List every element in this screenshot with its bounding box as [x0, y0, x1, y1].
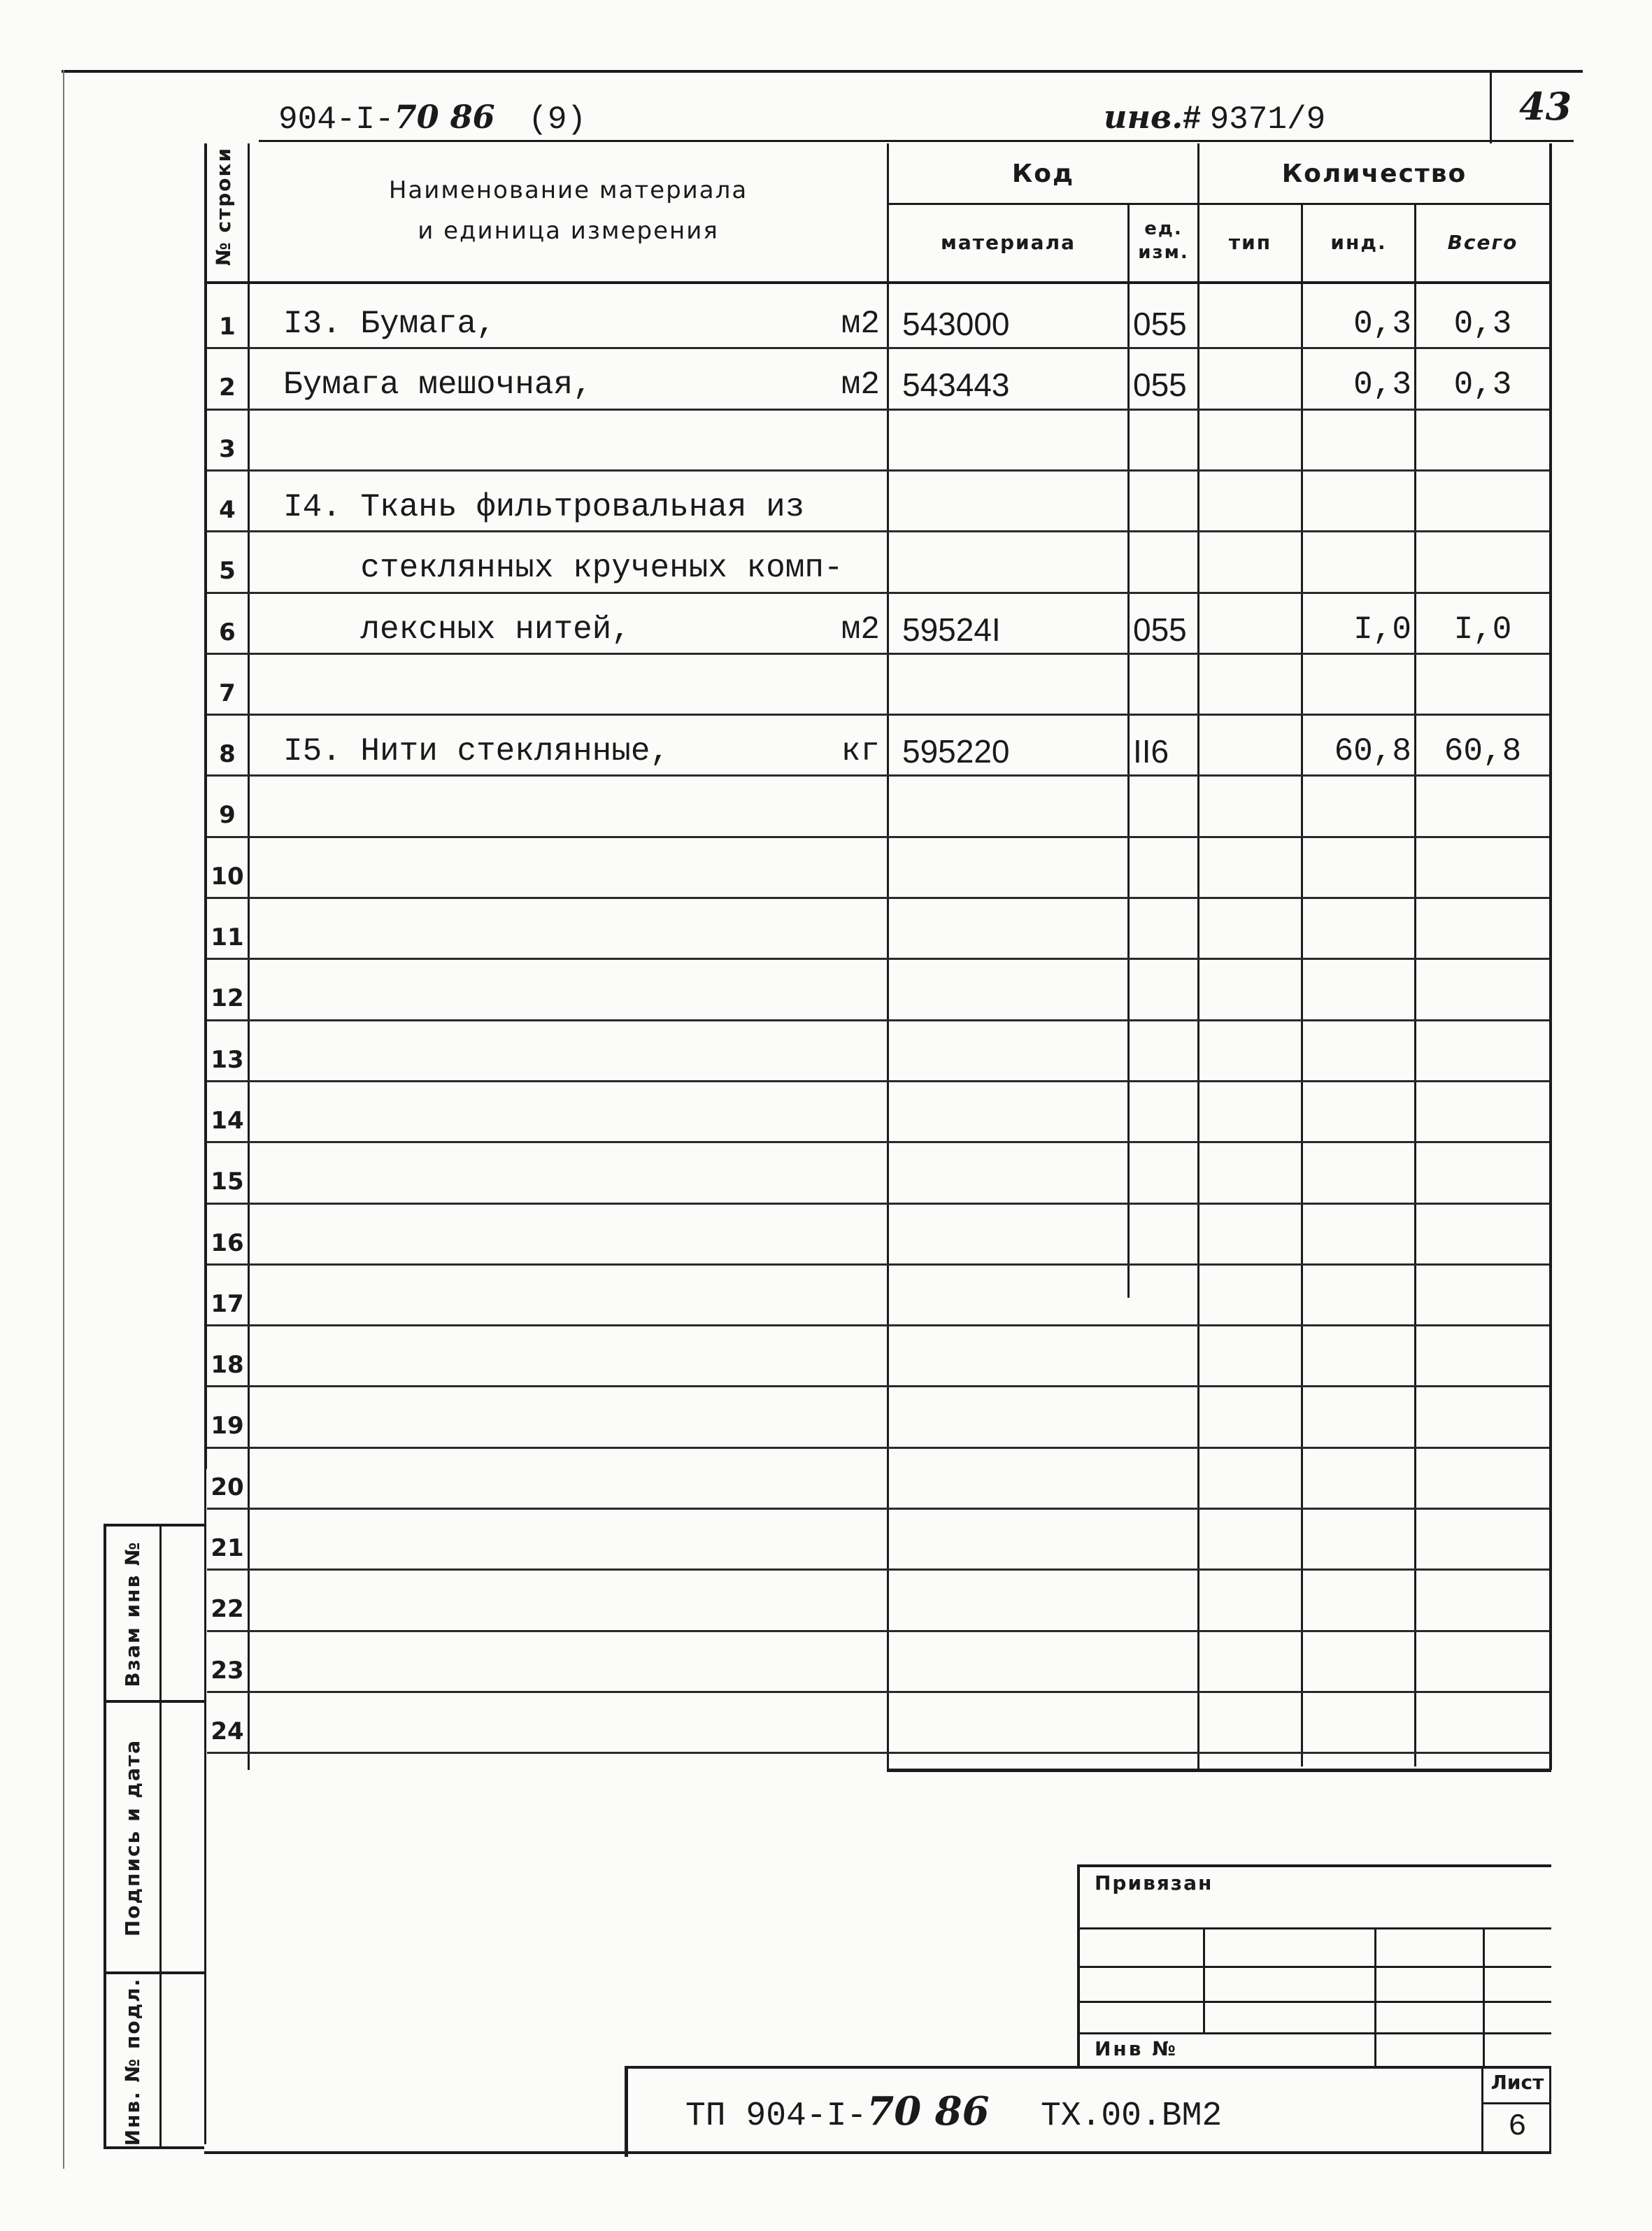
- row-separator: [207, 714, 1549, 716]
- row-number: 1: [219, 313, 236, 341]
- doc-code-text: 904-I-: [278, 101, 394, 138]
- page-number: 43: [1519, 84, 1572, 129]
- row-number: 19: [211, 1412, 244, 1440]
- left-outer-border: [63, 70, 64, 2169]
- table-right-border: [1549, 143, 1552, 1770]
- binding-line-2: [1080, 1966, 1551, 1968]
- title-document-code: [685, 2088, 1222, 2135]
- cell-qty-ind: 60,8: [1334, 733, 1411, 770]
- binding-line-4: [1080, 2032, 1551, 2034]
- binding-top: [1077, 1864, 1551, 1867]
- row-number: 13: [211, 1045, 244, 1074]
- cell-qty-total: 0,3: [1453, 306, 1512, 342]
- cell-name: I4. Ткань фильтровальная из: [283, 488, 805, 525]
- top-border: [62, 70, 1583, 73]
- inventory-number: [1104, 98, 1325, 138]
- row-number: 5: [219, 557, 236, 586]
- row-separator: [207, 1691, 1549, 1693]
- header-code-material: материала: [941, 231, 1076, 254]
- row-number: 7: [219, 679, 236, 707]
- binding-col-1: [1203, 1927, 1205, 2032]
- row-separator: [207, 530, 1549, 532]
- header-qty-type: тип: [1228, 231, 1272, 254]
- header-qty-ind: инд.: [1330, 231, 1387, 254]
- row-separator: [207, 1141, 1549, 1143]
- header-underline: [259, 140, 1574, 142]
- cell-unit-code: 055: [1133, 306, 1187, 342]
- title-doc-prefix: ТП 904-I-: [685, 2097, 867, 2135]
- header-name-line1: Наименование материала: [388, 176, 748, 204]
- header-code-unit-1: ед.: [1144, 218, 1183, 239]
- row-separator: [207, 836, 1549, 838]
- sheet-number: 6: [1508, 2109, 1527, 2144]
- qty-ind-col-border: [1414, 203, 1416, 1766]
- header-row-no: № строки: [212, 146, 235, 266]
- stamp-sign-date: Подпись и дата: [121, 1738, 144, 1937]
- row-number: 21: [211, 1534, 244, 1562]
- cell-qty-total: 0,3: [1453, 367, 1512, 404]
- cell-qty-ind: I,0: [1353, 611, 1411, 648]
- cell-name: I5. Нити стеклянные,: [283, 733, 670, 770]
- row-number: 2: [219, 374, 236, 402]
- inventory-label: инв.: [1104, 98, 1183, 136]
- cell-unit: м2: [841, 367, 880, 404]
- row-number: 10: [211, 862, 244, 891]
- row-number: 12: [211, 984, 244, 1013]
- page-number-divider: [1490, 70, 1492, 143]
- title-doc-hand: 70 86: [867, 2088, 990, 2134]
- sheet-mid: [1481, 2102, 1551, 2104]
- cell-name: Бумага мешочная,: [283, 367, 592, 404]
- binding-inv-label: Инв №: [1095, 2037, 1178, 2060]
- header-name-line2: и единица измерения: [418, 217, 719, 245]
- cell-material-code: 595220: [902, 733, 1010, 770]
- row-separator: [207, 592, 1549, 594]
- stamp-right-border: [159, 1525, 162, 2148]
- binding-line-3: [1080, 2001, 1551, 2003]
- frame-bottom: [204, 2151, 1551, 2154]
- inventory-value: 9371/9: [1209, 101, 1326, 138]
- row-number: 24: [211, 1717, 244, 1745]
- row-separator: [207, 1324, 1549, 1326]
- cell-qty-total: I,0: [1453, 611, 1512, 648]
- row-separator: [207, 1508, 1549, 1510]
- cell-qty-total: 60,8: [1444, 733, 1522, 770]
- row-number: 9: [219, 801, 236, 830]
- cell-unit: кг: [841, 733, 880, 770]
- row-separator: [207, 653, 1549, 655]
- row-separator: [207, 347, 1549, 349]
- stamp-inv-orig: Инв. № подл.: [121, 1977, 144, 2146]
- row-separator: [207, 1568, 1549, 1571]
- doc-code-suffix: (9): [528, 101, 587, 138]
- row-number: 3: [219, 434, 236, 463]
- row-number: 14: [211, 1106, 244, 1135]
- row-number: 11: [211, 923, 244, 951]
- row-separator: [207, 897, 1549, 899]
- row-separator: [207, 1752, 1549, 1754]
- code-qty-col-border: [1197, 143, 1199, 1770]
- header-quantity: Количество: [1281, 160, 1467, 188]
- row-number: 8: [219, 740, 236, 769]
- header-bottom-border: [204, 281, 1551, 284]
- row-separator: [207, 409, 1549, 411]
- row-number: 22: [211, 1595, 244, 1624]
- row-number: 20: [211, 1473, 244, 1501]
- row-number: 17: [211, 1289, 244, 1318]
- row-separator: [207, 1080, 1549, 1082]
- cell-material-code: 543443: [902, 367, 1010, 404]
- row-separator: [207, 1203, 1549, 1205]
- row-separator: [207, 1447, 1549, 1449]
- header-code: Код: [1011, 160, 1075, 188]
- cell-unit-code: II6: [1133, 733, 1169, 770]
- name-col-border: [887, 143, 889, 1770]
- row-separator: [207, 469, 1549, 472]
- row-separator: [207, 774, 1549, 777]
- row-number: 23: [211, 1656, 244, 1685]
- binding-line-1: [1080, 1927, 1551, 1929]
- binding-col-3: [1483, 1927, 1485, 2067]
- row-number: 4: [219, 495, 236, 524]
- binding-col-2: [1374, 1927, 1376, 2067]
- row-number: 16: [211, 1228, 244, 1257]
- header-qty-total: Всего: [1447, 231, 1518, 254]
- binding-label: Привязан: [1095, 1871, 1213, 1894]
- title-doc-suffix: ТХ.00.ВМ2: [1040, 2097, 1223, 2135]
- row-number: 15: [211, 1168, 244, 1196]
- cell-qty-ind: 0,3: [1353, 367, 1411, 404]
- cell-unit-code: 055: [1133, 611, 1187, 648]
- code-subheader-line: [887, 203, 1551, 205]
- stamp-left-border: [104, 1525, 106, 2148]
- cell-name: I3. Бумага,: [283, 306, 496, 342]
- table-bottom-border: [887, 1769, 1551, 1772]
- cell-name: лексных нитей,: [283, 611, 631, 648]
- rownum-right-border: [248, 143, 250, 1770]
- row-separator: [207, 1385, 1549, 1387]
- row-separator: [207, 1019, 1549, 1021]
- frame-left-vertical: [204, 1469, 206, 2144]
- row-separator: [207, 1263, 1549, 1266]
- title-top: [626, 2066, 1551, 2069]
- cell-unit: м2: [841, 611, 880, 648]
- header-code-unit-2: изм.: [1138, 242, 1189, 263]
- cell-name: стеклянных крученых комп-: [283, 550, 843, 587]
- doc-code-hand: 70 86: [394, 98, 495, 136]
- qty-type-col-border: [1301, 203, 1303, 1766]
- title-left: [625, 2066, 628, 2157]
- cell-material-code: 543000: [902, 306, 1010, 342]
- doc-code: [278, 98, 586, 138]
- sheet-label: Лист: [1490, 2071, 1544, 2094]
- cell-unit-code: 055: [1133, 367, 1187, 404]
- stamp-inv-no: Взам инв №: [121, 1541, 144, 1687]
- row-separator: [207, 1630, 1549, 1632]
- cell-unit: м2: [841, 306, 880, 342]
- cell-material-code: 59524I: [902, 611, 1001, 648]
- row-number: 6: [219, 618, 236, 646]
- row-separator: [207, 958, 1549, 960]
- code-unit-col-border: [1127, 203, 1130, 1298]
- cell-qty-ind: 0,3: [1353, 306, 1411, 342]
- inventory-mark: #: [1183, 99, 1201, 135]
- row-number: 18: [211, 1351, 244, 1380]
